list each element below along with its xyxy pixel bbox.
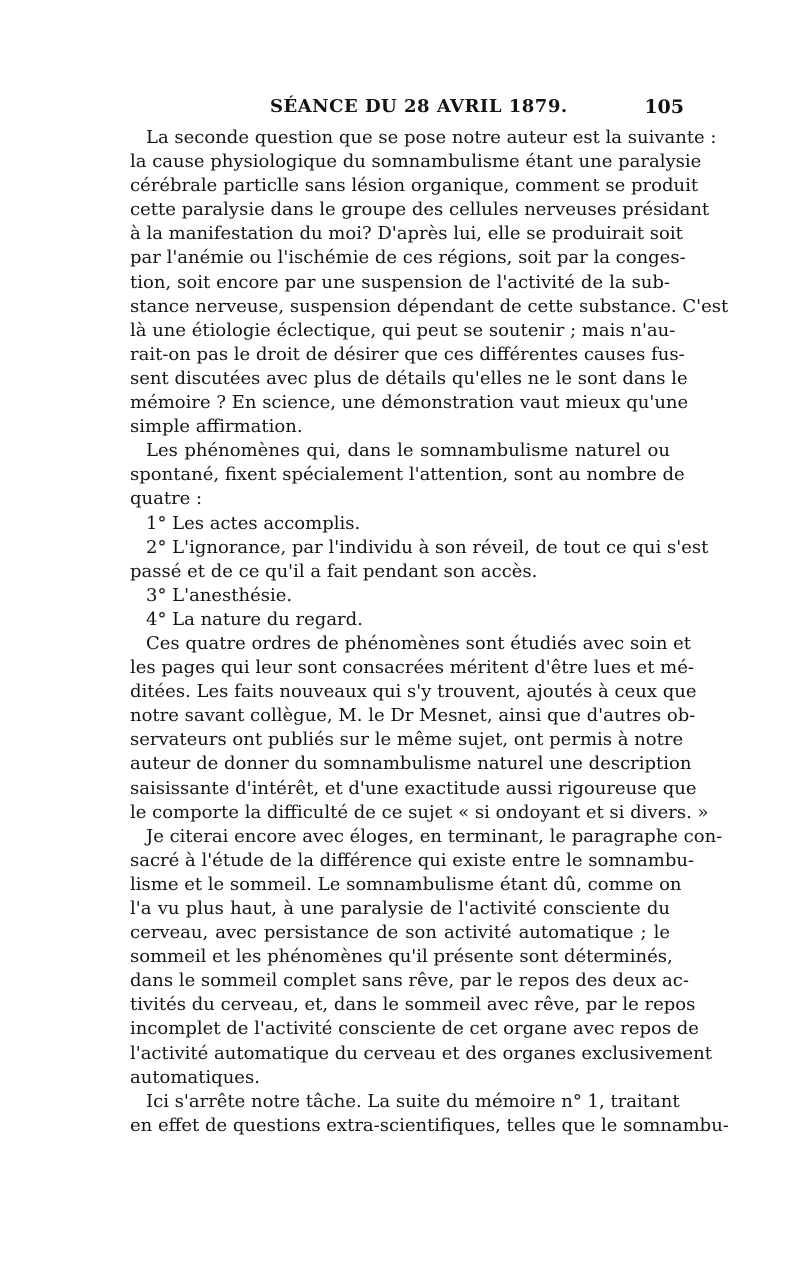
text-line: Les phénomènes qui, dans le somnambulisme naturel ou <box>146 440 670 462</box>
text-line: cérébrale particlle sans lésion organique, comment se produit <box>130 175 699 197</box>
text-line: spontané, fixent spécialement l'attention, sont au nombre de <box>130 464 685 486</box>
text-line: tivités du cerveau, et, dans le sommeil avec rêve, par le repos <box>130 994 696 1016</box>
text-line: tion, soit encore par une suspension de l'activité de la sub- <box>130 271 670 293</box>
page-number: 105 <box>644 96 684 118</box>
text-line: sacré à l'étude de la différence qui existe entre le somnambu- <box>130 849 695 871</box>
text-line: l'activité automatique du cerveau et des organes exclusivement <box>130 1042 712 1064</box>
text-line: notre savant collègue, M. le Dr Mesnet, ainsi que d'autres ob- <box>130 705 696 727</box>
text-line: cette paralysie dans le groupe des cellules nerveuses présidant <box>130 199 710 221</box>
header-title: SÉANCE DU 28 AVRIL 1879. <box>270 96 568 117</box>
text-line: La seconde question que se pose notre auteur est la suivante : <box>146 127 717 148</box>
text-line: saisissante d'intérêt, et d'une exactitude aussi rigoureuse que <box>130 777 697 799</box>
text-line: 1° Les actes accomplis. <box>146 512 361 534</box>
text-line: par l'anémie ou l'ischémie de ces régions, soit par la conges- <box>130 247 686 269</box>
text-line: les pages qui leur sont consacrées méritent d'être lues et mé- <box>130 657 694 679</box>
text-line: Je citerai encore avec éloges, en terminant, le paragraphe con- <box>146 825 723 847</box>
text-line: auteur de donner du somnambulisme naturel une description <box>130 753 692 775</box>
text-line: Ici s'arrête notre tâche. La suite du mémoire n° 1, traitant <box>146 1090 680 1112</box>
text-line: passé et de ce qu'il a fait pendant son accès. <box>130 560 538 582</box>
text-line: ditées. Les faits nouveaux qui s'y trouvent, ajoutés à ceux que <box>130 681 697 703</box>
text-line: stance nerveuse, suspension dépendant de cette substance. C'est <box>130 295 729 317</box>
text-line: lisme et le sommeil. Le somnambulisme étant dû, comme on <box>130 873 682 895</box>
text-line: sent discutées avec plus de détails qu'elles ne le sont dans le <box>130 367 688 389</box>
text-line: servateurs ont publiés sur le même sujet, ont permis à notre <box>130 729 684 751</box>
text-line: 3° L'anesthésie. <box>146 584 293 606</box>
text-line: rait-on pas le droit de désirer que ces différentes causes fus- <box>130 343 685 365</box>
text-line: la cause physiologique du somnambulisme étant une paralysie <box>130 151 702 173</box>
running-header <box>130 94 684 120</box>
text-line: l'a vu plus haut, à une paralysie de l'activité consciente du <box>130 898 670 919</box>
text-line: 4° La nature du regard. <box>146 608 363 630</box>
text-line: sommeil et les phénomènes qu'il présente sont déterminés, <box>130 946 673 968</box>
text-line: Ces quatre ordres de phénomènes sont étudiés avec soin et <box>146 632 692 654</box>
text-line: là une étiologie éclectique, qui peut se soutenir ; mais n'au- <box>130 319 676 341</box>
text-line: le comporte la difficulté de ce sujet « si ondoyant et si divers. » <box>130 801 709 823</box>
text-line: dans le sommeil complet sans rêve, par le repos des deux ac- <box>130 970 689 992</box>
text-line: mémoire ? En science, une démonstration vaut mieux qu'une <box>130 392 689 414</box>
text-line: 2° L'ignorance, par l'individu à son réveil, de tout ce qui s'est <box>146 536 709 558</box>
text-line: simple affirmation. <box>130 416 303 438</box>
text-line: à la manifestation du moi? D'après lui, elle se produirait soit <box>130 223 683 245</box>
text-line: incomplet de l'activité consciente de cet organe avec repos de <box>130 1018 699 1040</box>
text-line: automatiques. <box>130 1066 260 1088</box>
body-text <box>130 126 729 1138</box>
text-line: en effet de questions extra-scientifiques, telles que le somnambu- <box>130 1114 729 1136</box>
text-line: cerveau, avec persistance de son activité automatique ; le <box>130 922 670 944</box>
text-line: quatre : <box>130 488 203 510</box>
